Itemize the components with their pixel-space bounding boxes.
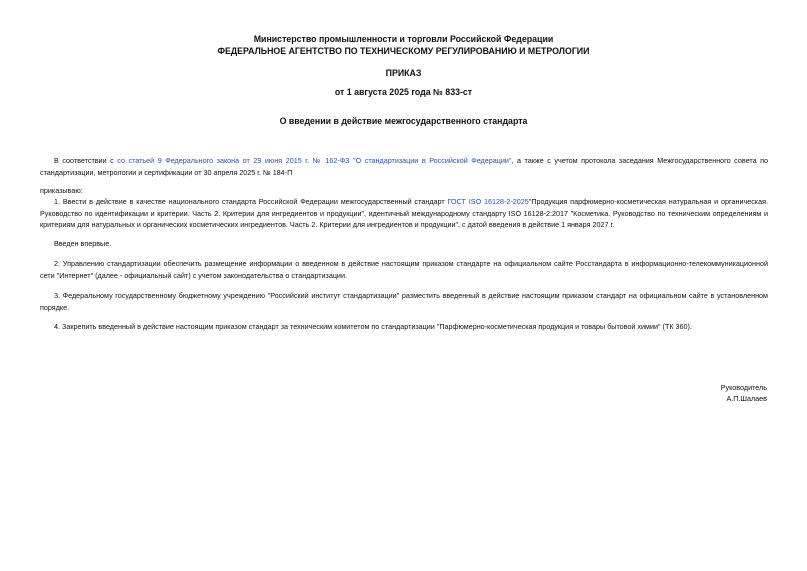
preamble-suffix: , а также с учетом протокола заседания Межгосударственного совета по стандартизации, метрологии и сертификации от 30 апреля 2025 г. № 184-П [40, 156, 768, 177]
item-4-paragraph: 4. Закрепить введенный в действие настоящим приказом стандарт за техническим комитетом по стандартизации "Парфюмерно-косметическая продукция и товары бытовой химии" (ТК 360). [54, 322, 692, 331]
item-1-suffix: "Продукция парфюмерно-косметическая натуральная и органическая. Руководство по идентификации и критерии. Часть 2. Критерии для ингредиентов и продукции", идентичный международному стандарту ISO 16128-2:2017 "Косметика. Руководство по техническим определениям и критериям для натуральных и органических косметических ингредиентов. Часть 2. Критерии для ингредиентов и продукции", с датой введения в действие 1 января 2027 г. [40, 197, 768, 229]
preamble-prefix: В соответствии с [54, 156, 118, 165]
item-2-paragraph: 2. Управлению стандартизации обеспечить размещение информации о введенном в действие настоящим приказом стандарте на официальном сайте Росстандарта в информационно-телекоммуникационной сети "Интернет" (далее - официальный сайт) с учетом законодательства о стандартизации. [40, 259, 768, 280]
standard-link[interactable]: ГОСТ ISO 16128-2-2025 [447, 197, 529, 206]
law-link[interactable]: со статьей 9 Федерального закона от 29 июня 2015 г. № 162-ФЗ "О стандартизации в Российской Федерации" [117, 156, 512, 165]
item-3-paragraph: 3. Федеральному государственному бюджетному учреждению "Российский институт стандартизации" разместить введенный в действие настоящим приказом стандарт на официальном сайте в установленном порядке. [40, 291, 768, 312]
document-subject: О введении в действие межгосударственного стандарта [279, 116, 528, 126]
signature-title: Руководитель [720, 383, 767, 392]
order-word: приказываю: [40, 186, 83, 195]
item-1-paragraph [40, 196, 768, 231]
preamble-paragraph [40, 155, 768, 178]
signature-name: А.П.Шалаев [726, 394, 767, 403]
first-time-note: Введен впервые. [54, 239, 112, 248]
document-type: ПРИКАЗ [385, 68, 422, 78]
agency-title: ФЕДЕРАЛЬНОЕ АГЕНТСТВО ПО ТЕХНИЧЕСКОМУ РЕГУЛИРОВАНИЮ И МЕТРОЛОГИИ [217, 46, 590, 56]
item-1-prefix: 1. Ввести в действие в качестве национального стандарта Российской Федерации межгосударственный стандарт [54, 197, 448, 206]
ministry-title: Министерство промышленности и торговли Российской Федерации [253, 34, 554, 44]
document-date-number: от 1 августа 2025 года № 833-ст [334, 87, 473, 97]
